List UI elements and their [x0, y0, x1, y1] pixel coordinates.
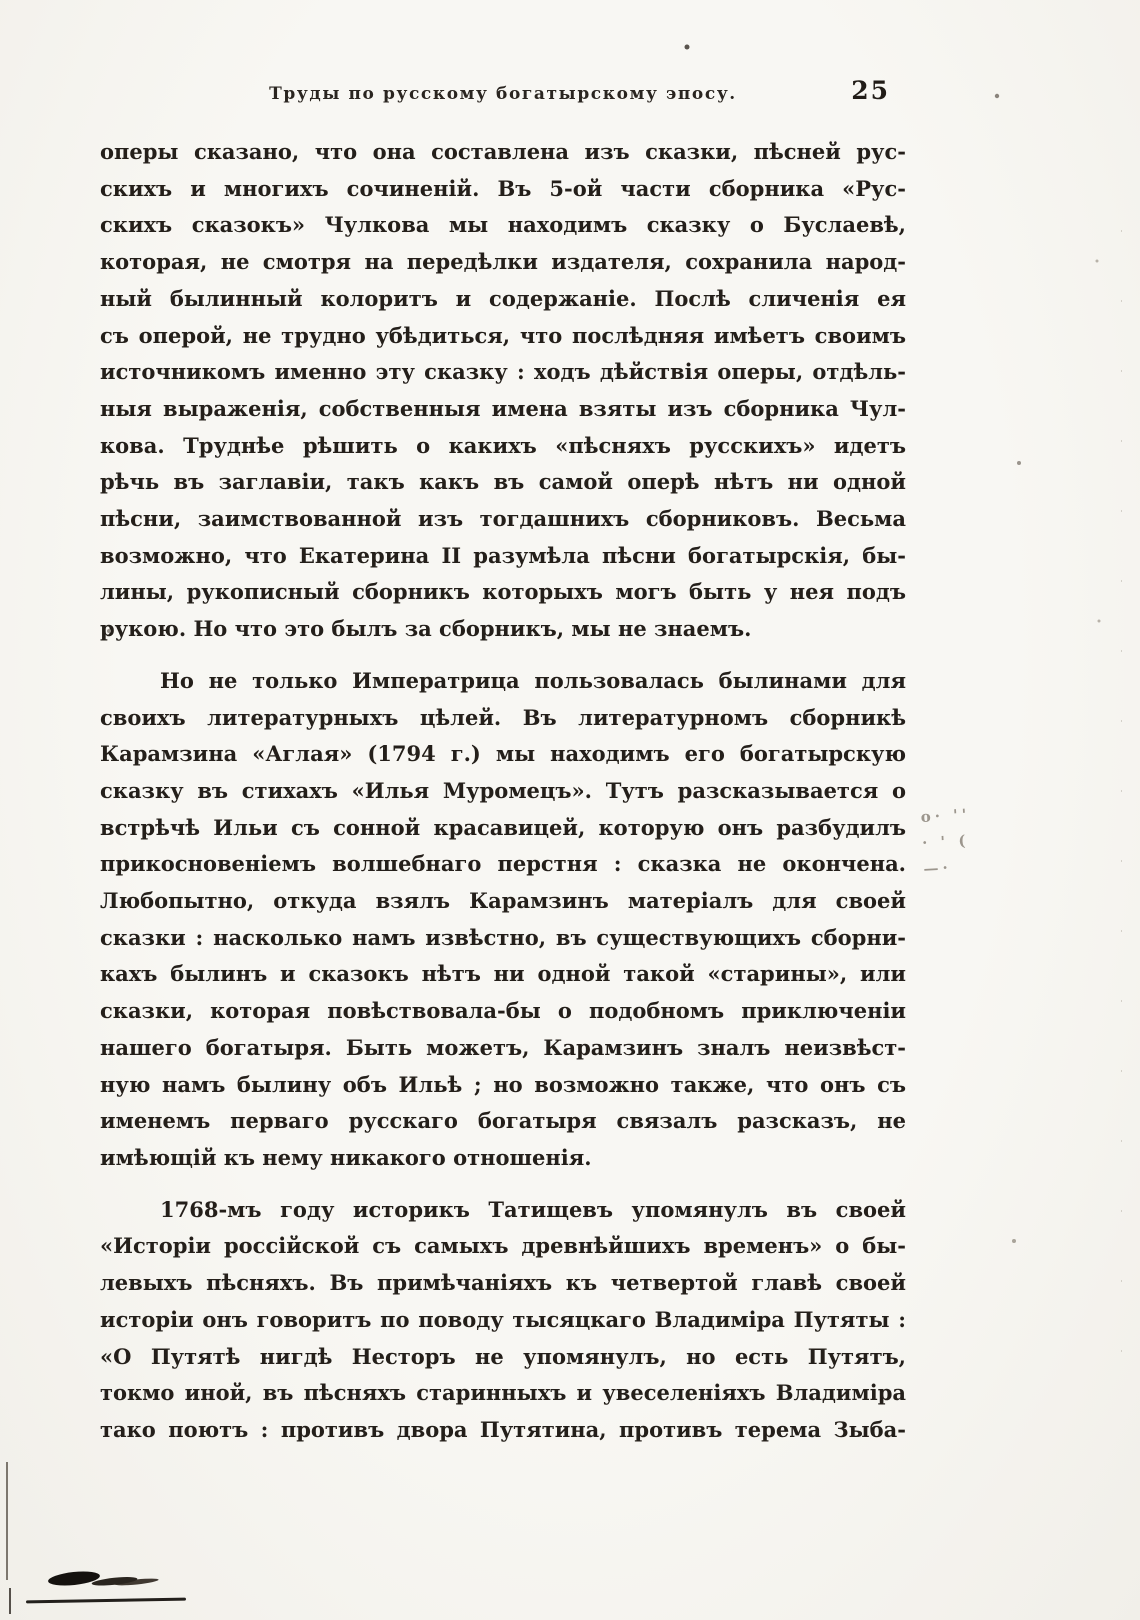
left-edge-mark-small: [9, 1588, 11, 1614]
margin-pencil-marks: [920, 796, 1074, 882]
text-line: «Исторіи россійской съ самыхъ древнѣйшихъ временъ» о бы-: [100, 1233, 906, 1259]
page-edge-marks: [1121, 230, 1122, 1380]
text-line: возможно, что Екатерина II разумѣла пѣсни богатырскія, бы-: [100, 542, 906, 568]
ink-smudge: [47, 1569, 100, 1587]
text-line: пѣсни, заимствованной изъ тогдашнихъ сборниковъ. Весьма: [100, 506, 906, 532]
running-header: [100, 76, 906, 110]
scan-specks: [0, 0, 2, 2]
text-line: 1768-мъ году историкъ Татищевъ упомянулъ въ своей: [160, 1196, 906, 1222]
text-line: сказку въ стихахъ «Илья Муромецъ». Тутъ разсказывается о: [100, 777, 906, 803]
text-line: имѣющій къ нему никакого отношенія.: [100, 1144, 592, 1170]
text-line: которая, не смотря на передѣлки издателя, сохранила народ-: [100, 249, 906, 275]
text-line: Любопытно, откуда взялъ Карамзинъ матеріалъ для своей: [100, 888, 906, 914]
text-line: рукою. Но что это былъ за сборникъ, мы не знаемъ.: [100, 616, 752, 642]
text-line: исторіи онъ говоритъ по поводу тысяцкаго Владиміра Путяты :: [100, 1306, 906, 1332]
text-line: оперы сказано, что она составлена изъ сказки, пѣсней рус-: [100, 139, 906, 164]
text-block: [100, 134, 906, 1464]
pencil-mark: —·: [922, 858, 953, 878]
text-line: Карамзина «Аглая» (1794 г.) мы находимъ его богатырскую: [100, 741, 906, 767]
text-line: нашего богатыря. Быть можетъ, Карамзинъ зналъ неизвѣст-: [100, 1034, 906, 1060]
text-line: левыхъ пѣсняхъ. Въ примѣчаніяхъ къ четвертой главѣ своей: [100, 1270, 906, 1296]
text-line: ныя выраженія, собственныя имена взяты изъ сборника Чул-: [100, 395, 906, 421]
page-number: 25: [851, 76, 890, 105]
paragraph: [100, 1192, 906, 1449]
text-line: встрѣчѣ Ильи съ сонной красавицей, которую онъ разбудилъ: [100, 814, 906, 840]
text-line: кова. Труднѣе рѣшить о какихъ «пѣсняхъ русскихъ» идетъ: [100, 432, 906, 458]
pencil-mark: · ' (: [921, 831, 970, 852]
left-edge-mark: [6, 1462, 8, 1580]
text-line: именемъ перваго русскаго богатыря связалъ разсказъ, не: [100, 1108, 906, 1134]
text-line: ный былинный колоритъ и содержаніе. Послѣ сличенія ея: [100, 285, 906, 311]
text-line: тако поютъ : противъ двора Путятина, противъ терема Зыба-: [100, 1416, 906, 1442]
text-line: лины, рукописный сборникъ которыхъ могъ быть у нея подъ: [100, 579, 906, 605]
text-line: кахъ былинъ и сказокъ нѣтъ ни одной такой «старины», или: [100, 961, 906, 987]
pencil-mark: о· '': [920, 805, 971, 826]
text-line: источникомъ именно эту сказку : ходъ дѣйствія оперы, отдѣль-: [100, 359, 906, 385]
paragraph: [100, 663, 906, 1177]
text-line: сказки : насколько намъ извѣстно, въ существующихъ сборни-: [100, 924, 906, 950]
text-line: сказки, которая повѣствовала-бы о подобномъ приключеніи: [100, 998, 906, 1024]
paragraph: [100, 134, 906, 648]
text-line: съ оперой, не трудно убѣдиться, что послѣдняя имѣетъ своимъ: [100, 322, 906, 348]
text-line: скихъ и многихъ сочиненій. Въ 5-ой части сборника «Рус-: [100, 175, 906, 201]
text-line: прикосновеніемъ волшебнаго перстня : сказка не окончена.: [100, 851, 906, 877]
text-line: своихъ литературныхъ цѣлей. Въ литературномъ сборникѣ: [100, 704, 906, 730]
text-line: скихъ сказокъ» Чулкова мы находимъ сказку о Буслаевѣ,: [100, 212, 906, 238]
ink-streak: [26, 1598, 186, 1604]
text-line: токмо иной, въ пѣсняхъ старинныхъ и увеселеніяхъ Владиміра: [100, 1380, 906, 1406]
header-title: Труды по русскому богатырскому эпосу.: [269, 84, 737, 104]
text-line: рѣчь въ заглавіи, такъ какъ въ самой оперѣ нѣтъ ни одной: [100, 469, 906, 495]
text-line: Но не только Императрица пользовалась былинами для: [160, 667, 906, 693]
text-line: «О Путятѣ нигдѣ Несторъ не упомянулъ, но есть Путятъ,: [100, 1343, 906, 1369]
text-line: ную намъ былину объ Ильѣ ; но возможно также, что онъ съ: [100, 1071, 906, 1097]
